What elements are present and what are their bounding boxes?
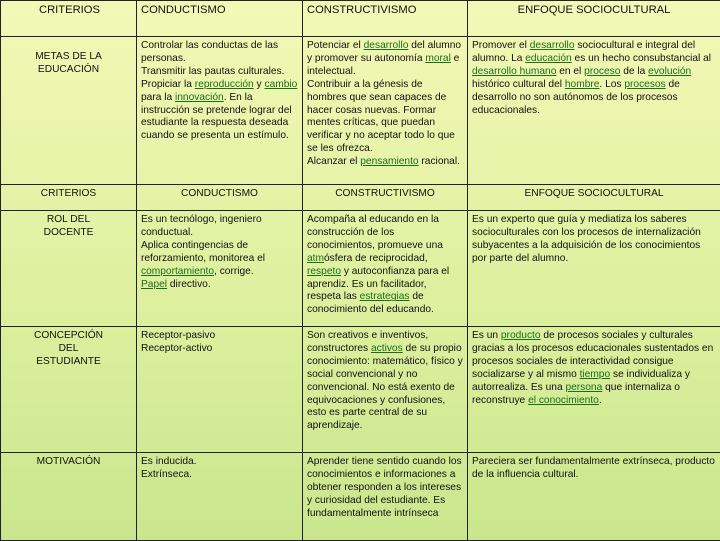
cell-text: Es un experto que guía y mediatiza los saberes socioculturales con los procesos de internalización subyacentes a la adquisición de los conocimientos por parte del alumno. (472, 214, 701, 264)
hyperlink[interactable]: activos (371, 343, 403, 354)
cell-paragraph (141, 279, 298, 292)
cell-text: Potenciar el (307, 40, 364, 51)
row-rol (1, 211, 720, 327)
cell-text: Receptor-activo (141, 343, 212, 354)
label-rol (1, 211, 137, 327)
hyperlink[interactable]: cambio (264, 79, 297, 90)
label-motivacion: MOTIVACIÓN (1, 453, 137, 541)
cell-paragraph (307, 40, 463, 79)
label-metas-text: METAS DE LA EDUCACIÓN (24, 51, 114, 77)
hyperlink[interactable]: innovación (175, 92, 224, 103)
cell-motivacion-conductismo (137, 453, 303, 541)
cell-paragraph (141, 66, 298, 143)
label-concepcion (1, 327, 137, 453)
label-rol-text: ROL DEL DOCENTE (34, 214, 104, 240)
hyperlink[interactable]: educación (525, 53, 571, 64)
cell-paragraph (472, 456, 716, 482)
hyperlink[interactable]: Papel (141, 279, 167, 290)
hyperlink[interactable]: pensamiento (360, 156, 418, 167)
cell-text: . Los (599, 79, 624, 90)
cell-paragraph (472, 330, 716, 407)
hyperlink[interactable]: persona (565, 382, 602, 393)
cell-rol-constructivismo (303, 211, 468, 327)
header-criterios: CRITERIOS (1, 1, 137, 37)
cell-paragraph (141, 469, 298, 482)
cell-paragraph (307, 156, 463, 169)
cell-text: , corrige. (214, 266, 254, 277)
cell-text: que internaliza o reconstruye (472, 382, 680, 406)
header2-conductismo: CONDUCTISMO (137, 185, 303, 211)
cell-text: Pareciera ser fundamentalmente extrínseca, producto de la influencia cultural. (472, 456, 715, 480)
header2-sociocultural: ENFOQUE SOCIOCULTURAL (468, 185, 720, 211)
hyperlink[interactable]: desarrollo (364, 40, 409, 51)
cell-paragraph (141, 40, 298, 66)
cell-text: Extrínseca. (141, 469, 192, 480)
cell-motivacion-constructivismo (303, 453, 468, 541)
cell-paragraph (307, 79, 463, 156)
cell-text: Receptor-pasivo (141, 330, 215, 341)
hyperlink[interactable]: respeto (307, 266, 341, 277)
cell-metas-sociocultural (468, 37, 720, 185)
cell-motivacion-sociocultural (468, 453, 720, 541)
hyperlink[interactable]: atm (307, 253, 324, 264)
header-constructivismo: CONSTRUCTIVISMO (303, 1, 468, 37)
cell-paragraph (141, 240, 298, 279)
cell-text: Acompaña al educando en la construcción de los conocimientos, promueve una (307, 214, 443, 251)
row-metas (1, 37, 720, 185)
cell-text: Es un (472, 330, 501, 341)
cell-text: y (254, 79, 265, 90)
cell-paragraph (141, 330, 298, 343)
hyperlink[interactable]: comportamiento (141, 266, 214, 277)
hyperlink[interactable]: proceso (584, 66, 620, 77)
cell-paragraph (141, 214, 298, 240)
cell-text: Es un tecnólogo, ingeniero conductual. (141, 214, 262, 238)
cell-text: Promover el (472, 40, 530, 51)
cell-text: para la (141, 92, 175, 103)
cell-text: Aplica contingencias de reforzamiento, monitorea el (141, 240, 265, 264)
cell-text: Alcanzar el (307, 156, 360, 167)
cell-text: Controlar las conductas de las personas. (141, 40, 278, 64)
cell-rol-conductismo (137, 211, 303, 327)
cell-text: . (599, 395, 602, 406)
cell-paragraph (141, 343, 298, 356)
header-row-1 (1, 1, 720, 37)
cell-rol-sociocultural (468, 211, 720, 327)
cell-text: se individualiza y autorrealiza. Es una (472, 369, 690, 393)
cell-metas-constructivismo (303, 37, 468, 185)
cell-paragraph (307, 214, 463, 317)
cell-concepcion-sociocultural (468, 327, 720, 453)
cell-text: ósfera de reciprocidad, (324, 253, 428, 264)
cell-text: de desarrollo no son autónomos de los procesos educacionales. (472, 79, 680, 116)
hyperlink[interactable]: reproducción (195, 79, 254, 90)
header2-constructivismo: CONSTRUCTIVISMO (303, 185, 468, 211)
cell-text: . En la instrucción se pretende lograr del estudiante la respuesta deseada cuando se presenta un estímulo. (141, 92, 292, 142)
cell-paragraph (141, 456, 298, 469)
cell-text: y autoconfianza para el aprendiz. Es un facilitador, respeta las (307, 266, 449, 303)
cell-text: de la (620, 66, 648, 77)
cell-paragraph (472, 40, 716, 117)
hyperlink[interactable]: evolución (648, 66, 691, 77)
hyperlink[interactable]: producto (501, 330, 541, 341)
hyperlink[interactable]: desarrollo humano (472, 66, 556, 77)
cell-text: directivo. (167, 279, 211, 290)
cell-paragraph (307, 456, 463, 521)
hyperlink[interactable]: procesos (624, 79, 665, 90)
cell-text: de conocimiento del educando. (307, 291, 434, 315)
cell-text: Es inducida. (141, 456, 197, 467)
cell-text: e intelectual. (307, 53, 459, 77)
cell-text: histórico cultural del (472, 79, 565, 90)
header-sociocultural: ENFOQUE SOCIOCULTURAL (468, 1, 720, 37)
cell-text: del alumno y promover su autonomía (307, 40, 461, 64)
header2-criterios: CRITERIOS (1, 185, 137, 211)
cell-text: racional. (419, 156, 460, 167)
cell-paragraph (472, 214, 716, 266)
cell-text: de procesos sociales y culturales gracias a los procesos educacionales sustentados en procesos sociales de interactividad consigue socializarse y al mismo (472, 330, 713, 380)
header-row-2 (1, 185, 720, 211)
cell-concepcion-constructivismo (303, 327, 468, 453)
cell-text: en el (556, 66, 584, 77)
cell-text: es un hecho consubstancial al (572, 53, 711, 64)
cell-text: de su propio conocimiento: matemático, físico y social convencional y no convencional. No está exento de equivocaciones y confusiones, esto es parte central de su aprendizaje. (307, 343, 463, 431)
label-concepcion-text: CONCEPCIÓN DEL ESTUDIANTE (29, 330, 109, 369)
cell-metas-conductismo (137, 37, 303, 185)
hyperlink[interactable]: desarrollo (530, 40, 575, 51)
hyperlink[interactable]: el conocimiento (528, 395, 599, 406)
cell-text: Contribuir a la génesis de hombres que sean capaces de hacer cosas nuevas. Formar mentes críticas, que puedan verificar y no aceptar todo lo que se les ofrezca. (307, 79, 455, 155)
cell-text: Transmitir las pautas culturales. Propiciar la (141, 66, 284, 90)
hyperlink[interactable]: hombre (565, 79, 600, 90)
row-motivacion (1, 453, 720, 541)
row-concepcion (1, 327, 720, 453)
hyperlink[interactable]: moral (425, 53, 450, 64)
cell-text: Aprender tiene sentido cuando los conocimientos e informaciones a obtener responden a los intereses y curiosidad del estudiante. Es fundamentalmente intrínseca (307, 456, 462, 519)
hyperlink[interactable]: tiempo (580, 369, 611, 380)
label-metas (1, 37, 137, 185)
hyperlink[interactable]: estrategias (360, 291, 410, 302)
header-conductismo: CONDUCTISMO (137, 1, 303, 37)
cell-text: Son creativos e inventivos, constructores (307, 330, 428, 354)
cell-text: sociocultural e integral del alumno. La (472, 40, 695, 64)
cell-concepcion-conductismo (137, 327, 303, 453)
cell-paragraph (307, 330, 463, 433)
